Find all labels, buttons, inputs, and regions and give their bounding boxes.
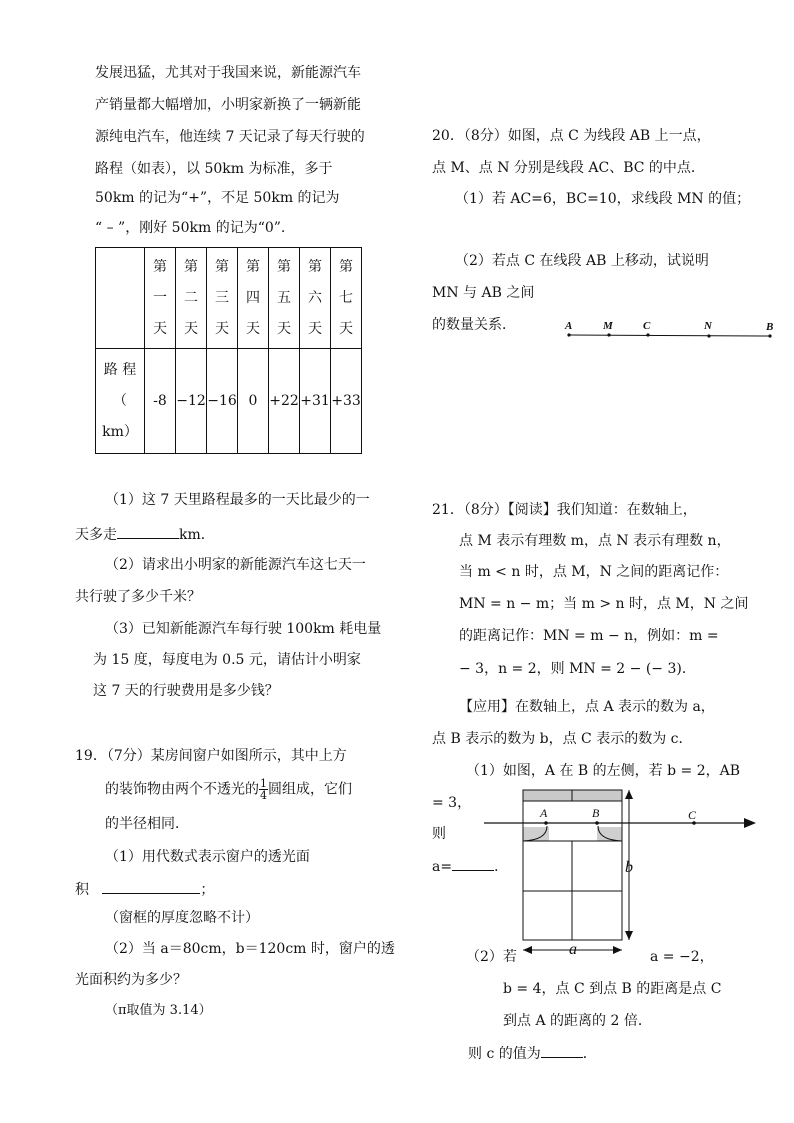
q20-line: 点 M、点 N 分别是线段 AC、BC 的中点． <box>432 160 705 176</box>
arrow-left-icon <box>523 946 532 954</box>
q18-1-line: （1）这 7 天里路程最多的一天比最少的一 <box>105 492 370 508</box>
dimension-a-label: a <box>569 941 577 958</box>
segment-figure <box>567 333 771 337</box>
q20-2-line: （2）若点 C 在线段 AB 上移动，试说明 <box>455 253 709 269</box>
axis-label-c: C <box>688 808 697 822</box>
day-6-value: +31 <box>300 349 331 454</box>
answer-blank[interactable] <box>452 856 494 871</box>
axis-arrow-icon <box>744 818 756 828</box>
q18-2-line: （2）请求出小明家的新能源汽车这七天一 <box>105 557 366 573</box>
q19-line: 的半径相同． <box>105 816 189 832</box>
intro-line: 源纯电汽车，他连续 7 天记录了每天行驶的 <box>95 129 365 145</box>
q21-line: − 3，n = 2，则 MN = 2 − (− 3)． <box>459 661 696 677</box>
day-4-value: 0 <box>238 349 269 454</box>
q21-1-line: = 3， <box>432 795 472 811</box>
intro-line: “ – ”，刚好 50km 的记为“0”. <box>95 220 286 236</box>
label-n: N <box>704 320 712 332</box>
label-b: B <box>766 321 774 333</box>
day-6-header: 第 六 天 <box>300 248 331 349</box>
q20-1-line: （1）若 AC=6，BC=10，求线段 MN 的值； <box>455 191 751 207</box>
q21-1-line: 则 <box>432 826 446 842</box>
q21-header: 21．（8分）【阅读】我们知道：在数轴上， <box>432 502 697 518</box>
q20-2-line: MN 与 AB 之间 <box>432 285 535 301</box>
intro-line: 产销量都大幅增加，小明家新换了一辆新能 <box>95 97 361 113</box>
label-c: C <box>643 320 651 332</box>
q18-3-line: 这 7 天的行驶费用是多少钱？ <box>93 683 279 699</box>
q19-1-answer-line: 积 ； <box>75 879 214 899</box>
q21-line: 点 M 表示有理数 m，点 N 表示有理数 n， <box>459 533 731 549</box>
day-2-value: −12 <box>176 349 207 454</box>
intro-line: 50km 的记为“+”，不足 50km 的记为 <box>95 190 340 206</box>
dimension-b-label: b <box>625 859 633 876</box>
day-1-header: 第 一 天 <box>145 248 176 349</box>
q19-pi-note: （π取值为 3.14） <box>105 1003 212 1018</box>
q19-header: 19．（7分）某房间窗户如图所示，其中上方 <box>75 748 347 764</box>
q21-2-line: b = 4，点 C 到点 B 的距离是点 C <box>503 981 722 997</box>
arrow-right-icon <box>613 946 622 954</box>
label-a: A <box>565 320 573 332</box>
day-7-header: 第 七 天 <box>331 248 362 349</box>
q21-line: 当 m < n 时，点 M，N 之间的距离记作： <box>459 564 729 580</box>
q19-2-line: 光面积约为多少？ <box>75 972 187 988</box>
day-5-header: 第 五 天 <box>269 248 300 349</box>
intro-line: 发展迅猛，尤其对于我国来说，新能源汽车 <box>95 65 361 81</box>
q18-2-line: 共行驶了多少千米？ <box>75 589 201 605</box>
q21-1-line: （1）如图，A 在 B 的左侧，若 b = 2，AB <box>466 763 741 779</box>
q18-3-line: （3）已知新能源汽车每行驶 100km 耗电量 <box>105 621 382 637</box>
q19-note: （窗框的厚度忽略不计） <box>105 910 259 926</box>
intro-line: 路程（如表），以 50km 为标准，多于 <box>95 161 333 177</box>
day-5-value: +22 <box>269 349 300 454</box>
arrow-up-icon <box>625 790 633 799</box>
number-line-figure <box>484 818 756 828</box>
q21-line: 的距离记作：MN = m − n，例如：m = <box>459 628 719 644</box>
q21-2-line: 到点 A 的距离的 2 倍． <box>503 1013 652 1029</box>
q21-2-line: （2）若 <box>466 949 517 965</box>
q18-1-answer-line: 天多走 km． <box>75 524 215 544</box>
q21-1-answer-line: a= ． <box>432 856 508 876</box>
q21-apply-line: 【应用】在数轴上，点 A 表示的数为 a， <box>459 699 715 715</box>
q21-2-line: a = −2， <box>650 949 714 965</box>
label-m: M <box>603 320 613 332</box>
q20-header: 20．（8分）如图，点 C 为线段 AB 上一点， <box>432 128 711 144</box>
day-2-header: 第 二 天 <box>176 248 207 349</box>
day-3-header: 第 三 天 <box>207 248 238 349</box>
q18-3-line: 为 15 度，每度电为 0.5 元，请估计小明家 <box>93 652 361 668</box>
q21-apply-line: 点 B 表示的数为 b，点 C 表示的数为 c． <box>432 731 693 747</box>
axis-label-a: A <box>540 806 548 820</box>
axis-label-b: B <box>592 806 600 820</box>
q21-2-answer-line: 则 c 的值为 ． <box>468 1043 597 1063</box>
q20-2-line: 的数量关系． <box>432 317 516 333</box>
row-label-cell: 路 程 （ km） <box>96 349 145 454</box>
q19-1-line: （1）用代数式表示窗户的透光面 <box>105 849 310 865</box>
day-4-header: 第 四 天 <box>238 248 269 349</box>
q19-2-line: （2）当 a＝80cm，b＝120cm 时，窗户的透 <box>105 941 395 957</box>
segment-ab <box>569 335 770 336</box>
day-3-value: −16 <box>207 349 238 454</box>
answer-blank[interactable] <box>541 1043 583 1058</box>
day-7-value: +33 <box>331 349 362 454</box>
q21-line: MN = n − m；当 m > n 时，点 M，N 之间 <box>459 596 749 612</box>
q19-line: 的装饰物由两个不透光的 $\frac{1}{4}$ 圆组成，它们 <box>105 777 352 802</box>
arrow-down-icon <box>625 931 633 940</box>
fraction: $\frac{1}{4}$ <box>260 777 267 802</box>
day-1-value: -8 <box>145 349 176 454</box>
